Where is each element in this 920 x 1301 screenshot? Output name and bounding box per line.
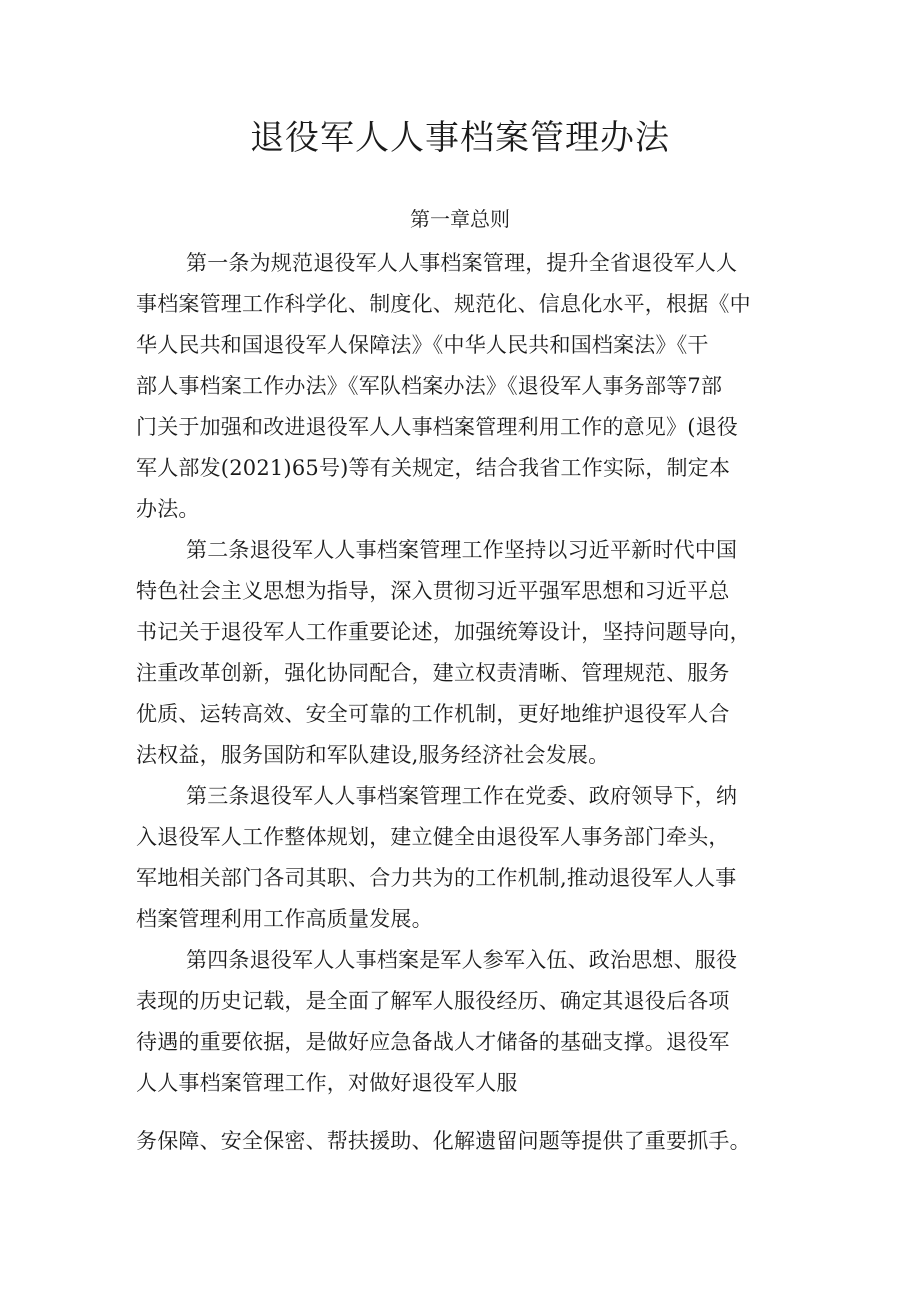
article-2-line-1: 第二条退役军人人事档案管理工作坚持以习近平新时代中国 (186, 538, 738, 562)
article-4-line-4: 人人事档案管理工作，对做好退役军人服 (136, 1071, 518, 1095)
article-3-line-3: 军地相关部门各司其职、合力共为的工作机制,推动退役军人人事 (136, 866, 737, 890)
article-1-line-4: 部人事档案工作办法》《军队档案办法》《退役军人事务部等7部 (136, 374, 723, 398)
chapter-heading: 第一章总则 (410, 207, 510, 231)
article-1-line-5: 门关于加强和改进退役军人人事档案管理利用工作的意见》(退役 (136, 415, 738, 439)
article-2-line-2: 特色社会主义思想为指导，深入贯彻习近平强军思想和习近平总 (136, 579, 730, 603)
article-4-line-3: 待遇的重要依据，是做好应急备战人才储备的基础支撑。退役军 (136, 1030, 730, 1054)
article-2-line-5: 优质、运转高效、安全可靠的工作机制，更好地维护退役军人合 (136, 702, 730, 726)
article-1-line-3: 华人民共和国退役军人保障法》《中华人民共和国档案法》《干 (136, 333, 709, 357)
document-title: 退役军人人事档案管理办法 (250, 118, 670, 158)
article-1-line-7: 办法。 (136, 497, 200, 521)
article-2-line-6: 法权益，服务国防和军队建设,服务经济社会发展。 (136, 743, 610, 767)
article-4-line-5: 务保障、安全保密、帮扶援助、化解遗留问题等提供了重要抓手。 (136, 1129, 751, 1153)
article-4-line-1: 第四条退役军人人事档案是军人参军入伍、政治思想、服役 (186, 948, 738, 972)
article-3-line-2: 入退役军人工作整体规划，建立健全由退役军人事务部门牵头， (136, 825, 730, 849)
article-1-line-6: 军人部发(2021)65号)等有关规定，结合我省工作实际，制定本 (136, 456, 731, 480)
article-2-line-3: 书记关于退役军人工作重要论述，加强统筹设计，坚持问题导向， (136, 620, 751, 644)
article-1-line-2: 事档案管理工作科学化、制度化、规范化、信息化水平，根据《中 (136, 292, 751, 316)
article-1-line-1: 第一条为规范退役军人人事档案管理，提升全省退役军人人 (186, 251, 738, 275)
article-3-line-1: 第三条退役军人人事档案管理工作在党委、政府领导下，纳 (186, 784, 738, 808)
article-4-line-2: 表现的历史记载，是全面了解军人服役经历、确定其退役后各项 (136, 989, 730, 1013)
article-2-line-4: 注重改革创新，强化协同配合，建立权责清晰、管理规范、服务 (136, 661, 730, 685)
article-3-line-4: 档案管理利用工作高质量发展。 (136, 907, 433, 931)
